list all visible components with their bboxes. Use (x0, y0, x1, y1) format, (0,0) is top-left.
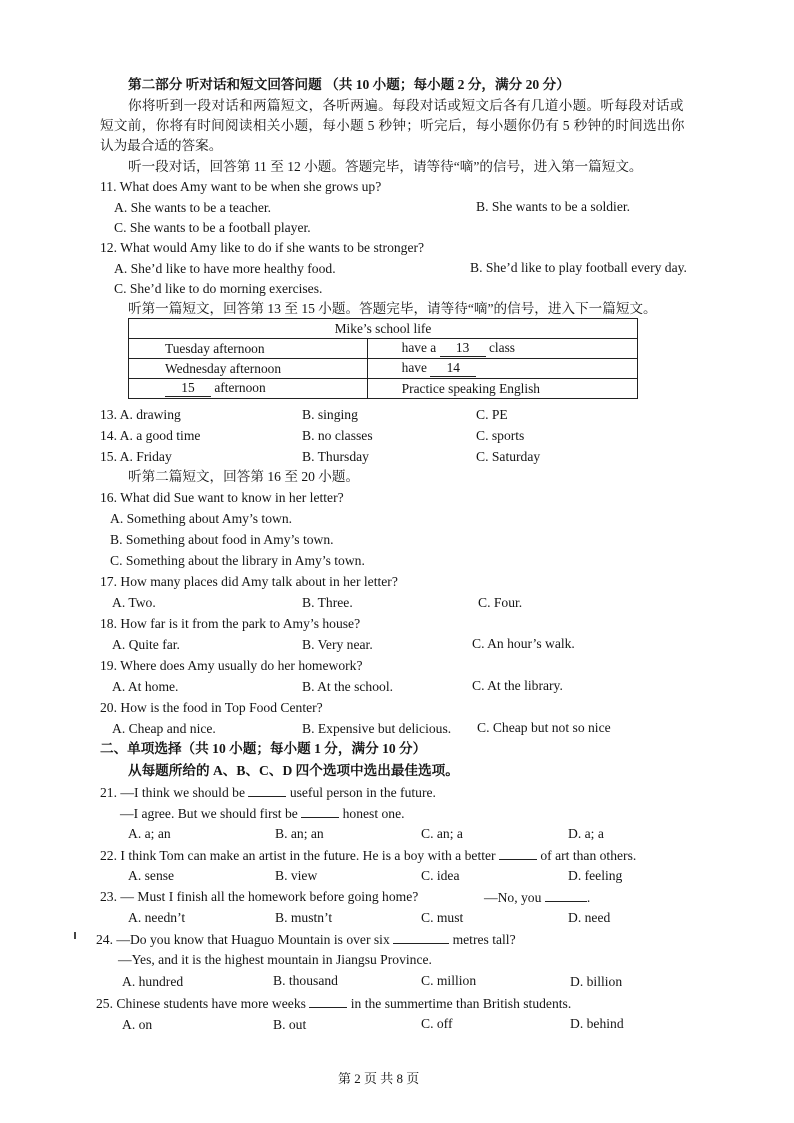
q25-blank[interactable] (309, 994, 347, 1008)
r1-right-pre: have a (401, 340, 437, 355)
q22-post: of art than others. (540, 848, 637, 863)
q23-mid: —No, you (484, 890, 542, 905)
q16-stem: 16. What did Sue want to know in her letter? (100, 490, 344, 505)
blank-13[interactable]: 13 (440, 340, 486, 357)
q21-l2-post: honest one. (342, 806, 405, 821)
q12-option-a[interactable]: A. She’d like to have more healthy food. (114, 261, 336, 276)
intro-line-2: 短文前，你将有时间阅读相关小题，每小题 5 秒钟；听完后，每小题你仍有 5 秒钟的时间选出你 (100, 118, 685, 133)
q11-stem: 11. What does Amy want to be when she grows up? (100, 179, 382, 194)
table-row2-right (367, 359, 637, 379)
q19-stem: 19. Where does Amy usually do her homework? (100, 658, 363, 673)
q17-option-a[interactable]: A. Two. (112, 595, 156, 610)
mike-school-life-table (128, 318, 638, 399)
q21-option-c[interactable]: C. an; a (421, 826, 463, 841)
q13-option-c[interactable]: C. PE (476, 407, 508, 422)
q23-option-c[interactable]: C. must (421, 910, 464, 925)
q18-stem: 18. How far is it from the park to Amy’s house? (100, 616, 361, 631)
q13-option-b[interactable]: B. singing (302, 407, 358, 422)
q15-option-b[interactable]: B. Thursday (302, 449, 369, 464)
q17-option-b[interactable]: B. Three. (302, 595, 353, 610)
q24-blank[interactable] (393, 930, 449, 944)
table-row2-left: Wednesday afternoon (129, 359, 368, 379)
q19-option-c[interactable]: C. At the library. (472, 678, 563, 693)
q21-line-1 (100, 783, 436, 802)
q14-option-b[interactable]: B. no classes (302, 428, 373, 443)
passage1-note: 听第一篇短文，回答第 13 至 15 小题。答题完毕，请等待“嘀”的信号，进入下一篇短文。 (128, 301, 657, 316)
q25-pre: 25. Chinese students have more weeks (96, 996, 306, 1011)
q11-option-b[interactable]: B. She wants to be a soldier. (476, 199, 631, 214)
q22-pre: 22. I think Tom can make an artist in the future. He is a boy with a better (100, 848, 496, 863)
table-row1-right (367, 339, 637, 359)
q22-option-b[interactable]: B. view (275, 868, 318, 883)
q21-l1-pre: 21. —I think we should be (100, 785, 245, 800)
q24-option-d[interactable]: D. billion (570, 974, 623, 989)
passage2-note: 听第二篇短文，回答第 16 至 20 小题。 (128, 469, 360, 484)
page-number: 第 2 页 共 8 页 (338, 1071, 420, 1086)
r2-right-pre: have (401, 360, 427, 375)
q12-stem: 12. What would Amy like to do if she wants to be stronger? (100, 240, 425, 255)
q18-option-a[interactable]: A. Quite far. (112, 637, 180, 652)
table-title: Mike’s school life (129, 319, 638, 339)
q24-line-2: —Yes, and it is the highest mountain in Jiangsu Province. (118, 952, 432, 967)
q22-option-a[interactable]: A. sense (128, 868, 175, 883)
q19-option-a[interactable]: A. At home. (112, 679, 179, 694)
part2-heading: 第二部分 听对话和短文回答问题 （共 10 小题；每小题 2 分，满分 20 分） (128, 77, 570, 92)
q17-stem: 17. How many places did Amy talk about in her letter? (100, 574, 398, 589)
q11-option-a[interactable]: A. She wants to be a teacher. (114, 200, 272, 215)
q24-option-a[interactable]: A. hundred (122, 974, 184, 989)
q24-option-b[interactable]: B. thousand (273, 973, 338, 988)
q20-option-a[interactable]: A. Cheap and nice. (112, 721, 216, 736)
q21-l1-post: useful person in the future. (289, 785, 436, 800)
q23-blank[interactable] (545, 888, 587, 902)
q24-line-1 (96, 930, 516, 949)
table-row1-left: Tuesday afternoon (129, 339, 368, 359)
q25-stem (96, 994, 571, 1013)
q19-option-b[interactable]: B. At the school. (302, 679, 394, 694)
q18-option-b[interactable]: B. Very near. (302, 637, 373, 652)
q25-option-d[interactable]: D. behind (570, 1016, 624, 1031)
q21-option-b[interactable]: B. an; an (275, 826, 324, 841)
q25-option-a[interactable]: A. on (122, 1017, 153, 1032)
q14-option-c[interactable]: C. sports (476, 428, 525, 443)
q20-option-b[interactable]: B. Expensive but delicious. (302, 721, 452, 736)
r3-left-post: afternoon (214, 380, 266, 395)
q21-blank-2[interactable] (301, 804, 339, 818)
q24-l1-post: metres tall? (452, 932, 516, 947)
q21-option-d[interactable]: D. a; a (568, 826, 604, 841)
q22-stem (100, 846, 636, 865)
q15-option-a[interactable]: 15. A. Friday (100, 449, 172, 464)
q20-stem: 20. How is the food in Top Food Center? (100, 700, 323, 715)
dialog-note: 听一段对话，回答第 11 至 12 小题。答题完毕，请等待“嘀”的信号，进入第一篇短文。 (128, 159, 643, 174)
q21-line-2 (120, 804, 405, 823)
section2-heading: 二、单项选择（共 10 小题；每小题 1 分，满分 10 分） (100, 741, 427, 756)
section2-instruction: 从每题所给的 A、B、C、D 四个选项中选出最佳选项。 (128, 763, 459, 778)
q25-option-c[interactable]: C. off (421, 1016, 453, 1031)
q14-option-a[interactable]: 14. A. a good time (100, 428, 201, 443)
q22-option-d[interactable]: D. feeling (568, 868, 623, 883)
q24-l1-pre: 24. —Do you know that Huaguo Mountain is over six (96, 932, 390, 947)
q12-option-c[interactable]: C. She’d like to do morning exercises. (114, 281, 323, 296)
blank-15[interactable]: 15 (165, 380, 211, 397)
q24-option-c[interactable]: C. million (421, 973, 477, 988)
q23-option-d[interactable]: D. need (568, 910, 611, 925)
intro-line-3: 认为最合适的答案。 (100, 138, 223, 153)
table-row3-right: Practice speaking English (367, 379, 637, 399)
q17-option-c[interactable]: C. Four. (478, 595, 523, 610)
q25-option-b[interactable]: B. out (273, 1017, 307, 1032)
q16-option-b[interactable]: B. Something about food in Amy’s town. (110, 532, 334, 547)
q23-option-b[interactable]: B. mustn’t (275, 910, 333, 925)
q23-answer (484, 888, 590, 907)
q23-post: . (586, 890, 591, 905)
intro-line-1: 你将听到一段对话和两篇短文，各听两遍。每段对话或短文后各有几道小题。听每段对话或 (128, 98, 684, 113)
r1-right-post: class (488, 340, 515, 355)
q18-option-c[interactable]: C. An hour’s walk. (472, 636, 575, 651)
blank-14[interactable]: 14 (430, 360, 476, 377)
q21-blank-1[interactable] (248, 783, 286, 797)
q23-option-a[interactable]: A. needn’t (128, 910, 186, 925)
q15-option-c[interactable]: C. Saturday (476, 449, 541, 464)
q21-l2-pre: —I agree. But we should first be (120, 806, 298, 821)
q12-option-b[interactable]: B. She’d like to play football every day. (470, 260, 687, 275)
q20-option-c[interactable]: C. Cheap but not so nice (477, 720, 611, 735)
q22-option-c[interactable]: C. idea (421, 868, 460, 883)
table-row3-left (129, 379, 368, 399)
q13-option-a[interactable]: 13. A. drawing (100, 407, 181, 422)
q22-blank[interactable] (499, 846, 537, 860)
q23-stem: 23. — Must I finish all the homework before going home? (100, 889, 419, 904)
q16-option-c[interactable]: C. Something about the library in Amy’s town. (110, 553, 365, 568)
q16-option-a[interactable]: A. Something about Amy’s town. (110, 511, 293, 526)
q25-post: in the summertime than British students. (350, 996, 572, 1011)
q21-option-a[interactable]: A. a; an (128, 826, 171, 841)
margin-mark (74, 932, 76, 939)
q11-option-c[interactable]: C. She wants to be a football player. (114, 220, 311, 235)
